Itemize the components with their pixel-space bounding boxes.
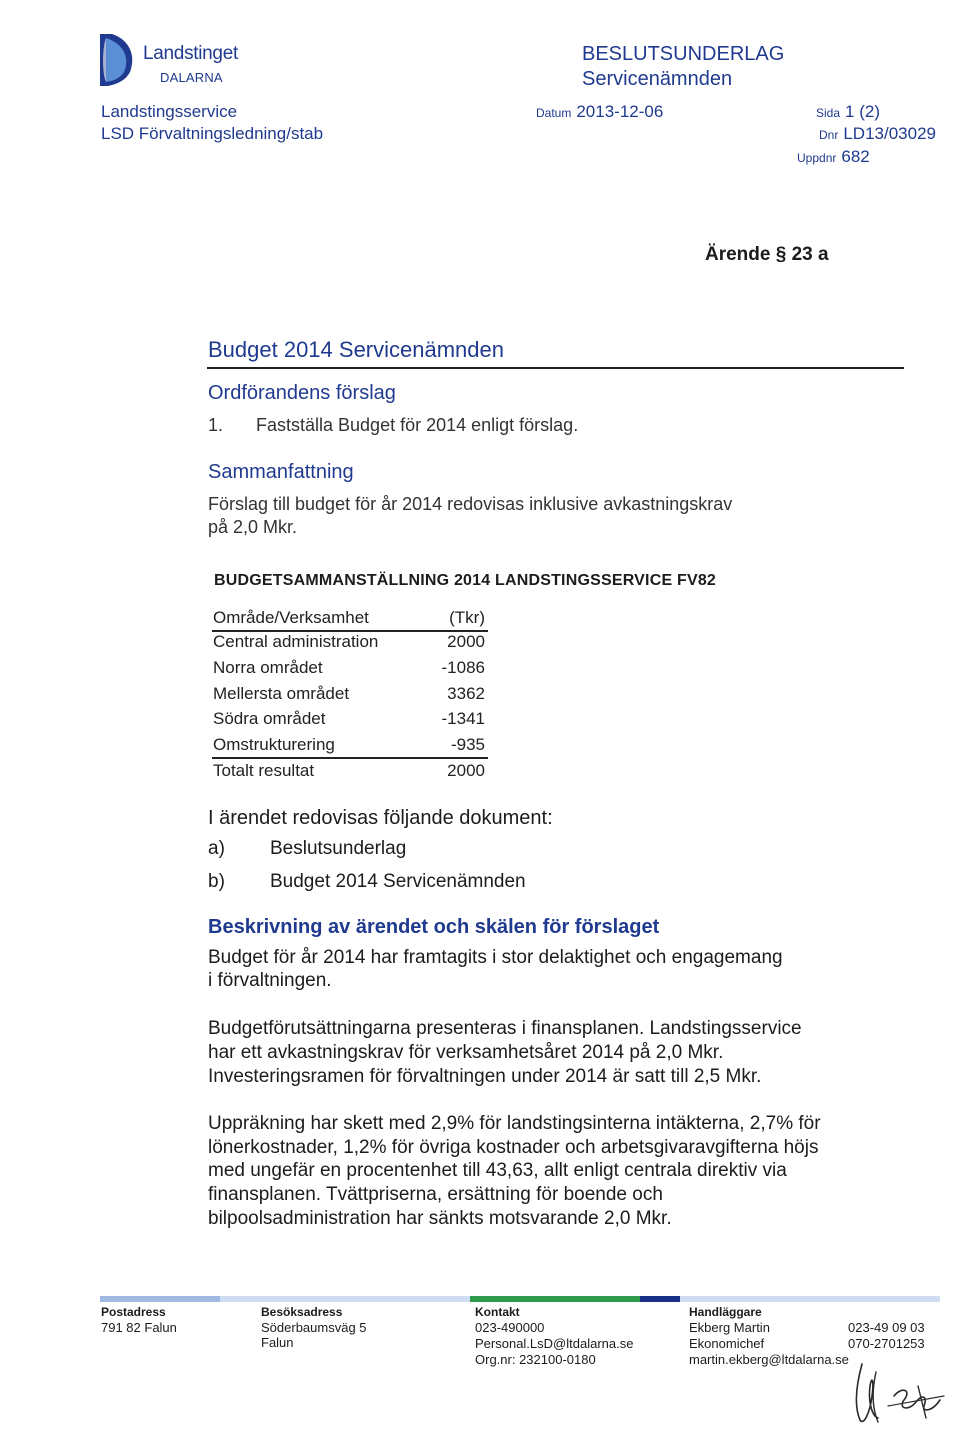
signature-icon xyxy=(842,1356,950,1428)
description-p3-line: Uppräkning har skett med 2,9% för landstingsinterna intäkterna, 2,7% för xyxy=(208,1113,821,1134)
budget-table-title: BUDGETSAMMANSTÄLLNING 2014 LANDSTINGSSERVICE FV82 xyxy=(214,572,717,589)
description-p1-line: i förvaltningen. xyxy=(208,970,332,991)
dnr-label: Dnr xyxy=(819,128,839,142)
date-field xyxy=(536,102,663,122)
kontakt-label: Kontakt xyxy=(475,1305,520,1319)
description-p2-line: Investeringsramen för förvaltningen under 2014 är satt till 2,5 Mkr. xyxy=(208,1066,762,1087)
proposal-item-number: 1. xyxy=(208,415,224,435)
postadress-label: Postadress xyxy=(101,1305,166,1319)
page-field xyxy=(816,102,880,122)
page-value: 1 (2) xyxy=(845,102,880,121)
column-header-unit: (Tkr) xyxy=(449,608,485,627)
table-row xyxy=(213,658,485,680)
description-p2-line: har ett avkastningskrav för verksamhetsåret 2014 på 2,0 Mkr. xyxy=(208,1042,724,1063)
description-p3-line: med ungefär en procentenhet till 43,63, allt enligt centrala direktiv via xyxy=(208,1160,787,1181)
kontakt-orgnr: Org.nr: 232100-0180 xyxy=(475,1352,596,1367)
total-value: 2000 xyxy=(447,761,485,780)
besoksadress-city: Falun xyxy=(261,1335,294,1350)
summary-line-2: på 2,0 Mkr. xyxy=(208,517,298,537)
besoksadress-street: Söderbaumsväg 5 xyxy=(261,1320,367,1335)
total-name: Totalt resultat xyxy=(213,761,315,780)
table-row xyxy=(213,632,485,654)
footer-color-bar xyxy=(100,1296,940,1302)
description-p1-line: Budget för år 2014 har framtagits i stor delaktighet och engagemang xyxy=(208,947,783,968)
page-label: Sida xyxy=(816,106,841,120)
row-name: Central administration xyxy=(213,632,379,651)
org-subunit: LSD Förvaltningsledning/stab xyxy=(101,124,324,143)
dnr-field xyxy=(819,124,936,144)
row-name: Norra området xyxy=(213,658,323,677)
footer-bar-segment xyxy=(100,1296,220,1302)
date-value: 2013-12-06 xyxy=(576,102,664,121)
documents-intro: I ärendet redovisas följande dokument: xyxy=(208,807,553,829)
description-p3-line: finansplanen. Tvättpriserna, ersättning för boende och xyxy=(208,1184,663,1205)
proposal-heading: Ordförandens förslag xyxy=(208,382,396,404)
handlaggare-email: martin.ekberg@ltdalarna.se xyxy=(689,1352,849,1367)
kontakt-phone: 023-490000 xyxy=(475,1320,545,1335)
budget-table-header xyxy=(213,608,485,630)
row-name: Omstrukturering xyxy=(213,735,335,754)
table-total-row xyxy=(213,761,485,783)
document-item-letter: a) xyxy=(208,838,225,859)
row-value: 2000 xyxy=(447,632,485,651)
handlaggare-name: Ekberg Martin xyxy=(689,1320,770,1335)
table-total-rule xyxy=(212,757,488,759)
row-value: -935 xyxy=(450,735,485,754)
document-item-text: Beslutsunderlag xyxy=(270,838,407,859)
postadress-value: 791 82 Falun xyxy=(101,1320,177,1335)
logo-subtitle: DALARNA xyxy=(160,70,223,85)
page-title: Budget 2014 Servicenämnden xyxy=(208,337,504,362)
row-name: Södra området xyxy=(213,709,326,728)
handlaggare-phone: 023-49 09 03 xyxy=(848,1320,925,1335)
description-p3-line: lönerkostnader, 1,2% för övriga kostnader och arbetsgivaravgifterna höjs xyxy=(208,1137,819,1158)
footer-bar-segment xyxy=(680,1296,940,1302)
row-name: Mellersta området xyxy=(213,684,350,703)
description-heading: Beskrivning av ärendet och skälen för förslaget xyxy=(208,916,660,938)
kontakt-email: Personal.LsD@ltdalarna.se xyxy=(475,1336,634,1351)
uppdnr-field xyxy=(797,147,870,167)
footer-bar-segment xyxy=(470,1296,640,1302)
footer-bar-segment xyxy=(640,1296,680,1302)
description-p3-line: bilpoolsadministration har sänkts motsvarande 2,0 Mkr. xyxy=(208,1208,672,1229)
column-header-name: Område/Verksamhet xyxy=(213,608,369,627)
handlaggare-mobile: 070-2701253 xyxy=(848,1336,925,1351)
handlaggare-title: Ekonomichef xyxy=(689,1336,765,1351)
title-underline xyxy=(207,367,904,369)
table-row xyxy=(213,735,485,757)
footer-bar-segment xyxy=(220,1296,470,1302)
uppdnr-value: 682 xyxy=(841,147,870,166)
table-row xyxy=(213,709,485,731)
row-value: -1086 xyxy=(441,658,485,677)
case-number: Ärende § 23 a xyxy=(705,244,829,265)
proposal-item-text: Fastställa Budget för 2014 enligt förslag. xyxy=(256,415,579,435)
table-row xyxy=(213,684,485,706)
description-p2-line: Budgetförutsättningarna presenteras i finansplanen. Landstingsservice xyxy=(208,1018,802,1039)
summary-line-1: Förslag till budget för år 2014 redovisas inklusive avkastningskrav xyxy=(208,494,733,514)
org-unit: Landstingsservice xyxy=(101,102,238,121)
handlaggare-label: Handläggare xyxy=(689,1305,762,1319)
document-item-text: Budget 2014 Servicenämnden xyxy=(270,871,526,892)
landstinget-logo-icon xyxy=(100,34,136,86)
board-name: Servicenämnden xyxy=(582,68,733,90)
document-item-letter: b) xyxy=(208,871,225,892)
logo-name: Landstinget xyxy=(143,43,238,64)
document-type: BESLUTSUNDERLAG xyxy=(582,43,785,65)
dnr-value: LD13/03029 xyxy=(843,124,936,143)
summary-heading: Sammanfattning xyxy=(208,461,354,483)
row-value: -1341 xyxy=(441,709,485,728)
uppdnr-label: Uppdnr xyxy=(797,151,837,165)
date-label: Datum xyxy=(536,106,572,120)
besoksadress-label: Besöksadress xyxy=(261,1305,343,1319)
row-value: 3362 xyxy=(447,684,485,703)
